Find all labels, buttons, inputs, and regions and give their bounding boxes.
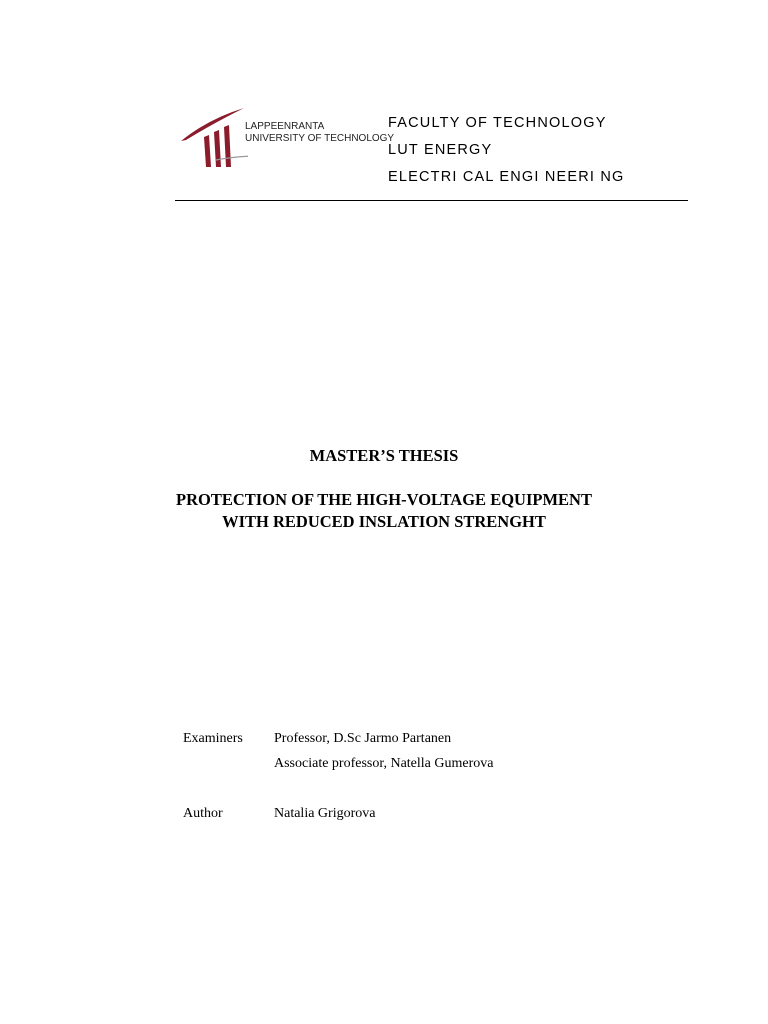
thesis-title-line1: PROTECTION OF THE HIGH-VOLTAGE EQUIPMENT <box>176 490 592 509</box>
logo-text-line1: LAPPEENRANTA <box>245 121 325 132</box>
university-logo <box>178 104 395 174</box>
department-line: LUT ENERGY <box>388 142 493 158</box>
thesis-title-line2: WITH REDUCED INSLATION STRENGHT <box>222 512 546 531</box>
logo-text-line2: UNIVERSITY OF TECHNOLOGY <box>245 133 395 144</box>
faculty-block <box>388 110 625 191</box>
author-label: Author <box>183 806 223 821</box>
examiner-name-1: Professor, D.Sc Jarmo Partanen <box>274 731 452 746</box>
header-divider <box>175 200 688 201</box>
author-name: Natalia Grigorova <box>274 806 376 821</box>
lut-emblem-icon <box>178 104 248 170</box>
examiner-name-2: Associate professor, Natella Gumerova <box>274 756 494 771</box>
examiners-label: Examiners <box>183 731 243 746</box>
thesis-title <box>0 489 768 533</box>
thesis-type-heading: MASTER’S THESIS <box>309 446 459 465</box>
faculty-line: FACULTY OF TECHNOLOGY <box>388 115 607 131</box>
program-line: ELECTRI CAL ENGI NEERI NG <box>388 169 625 185</box>
